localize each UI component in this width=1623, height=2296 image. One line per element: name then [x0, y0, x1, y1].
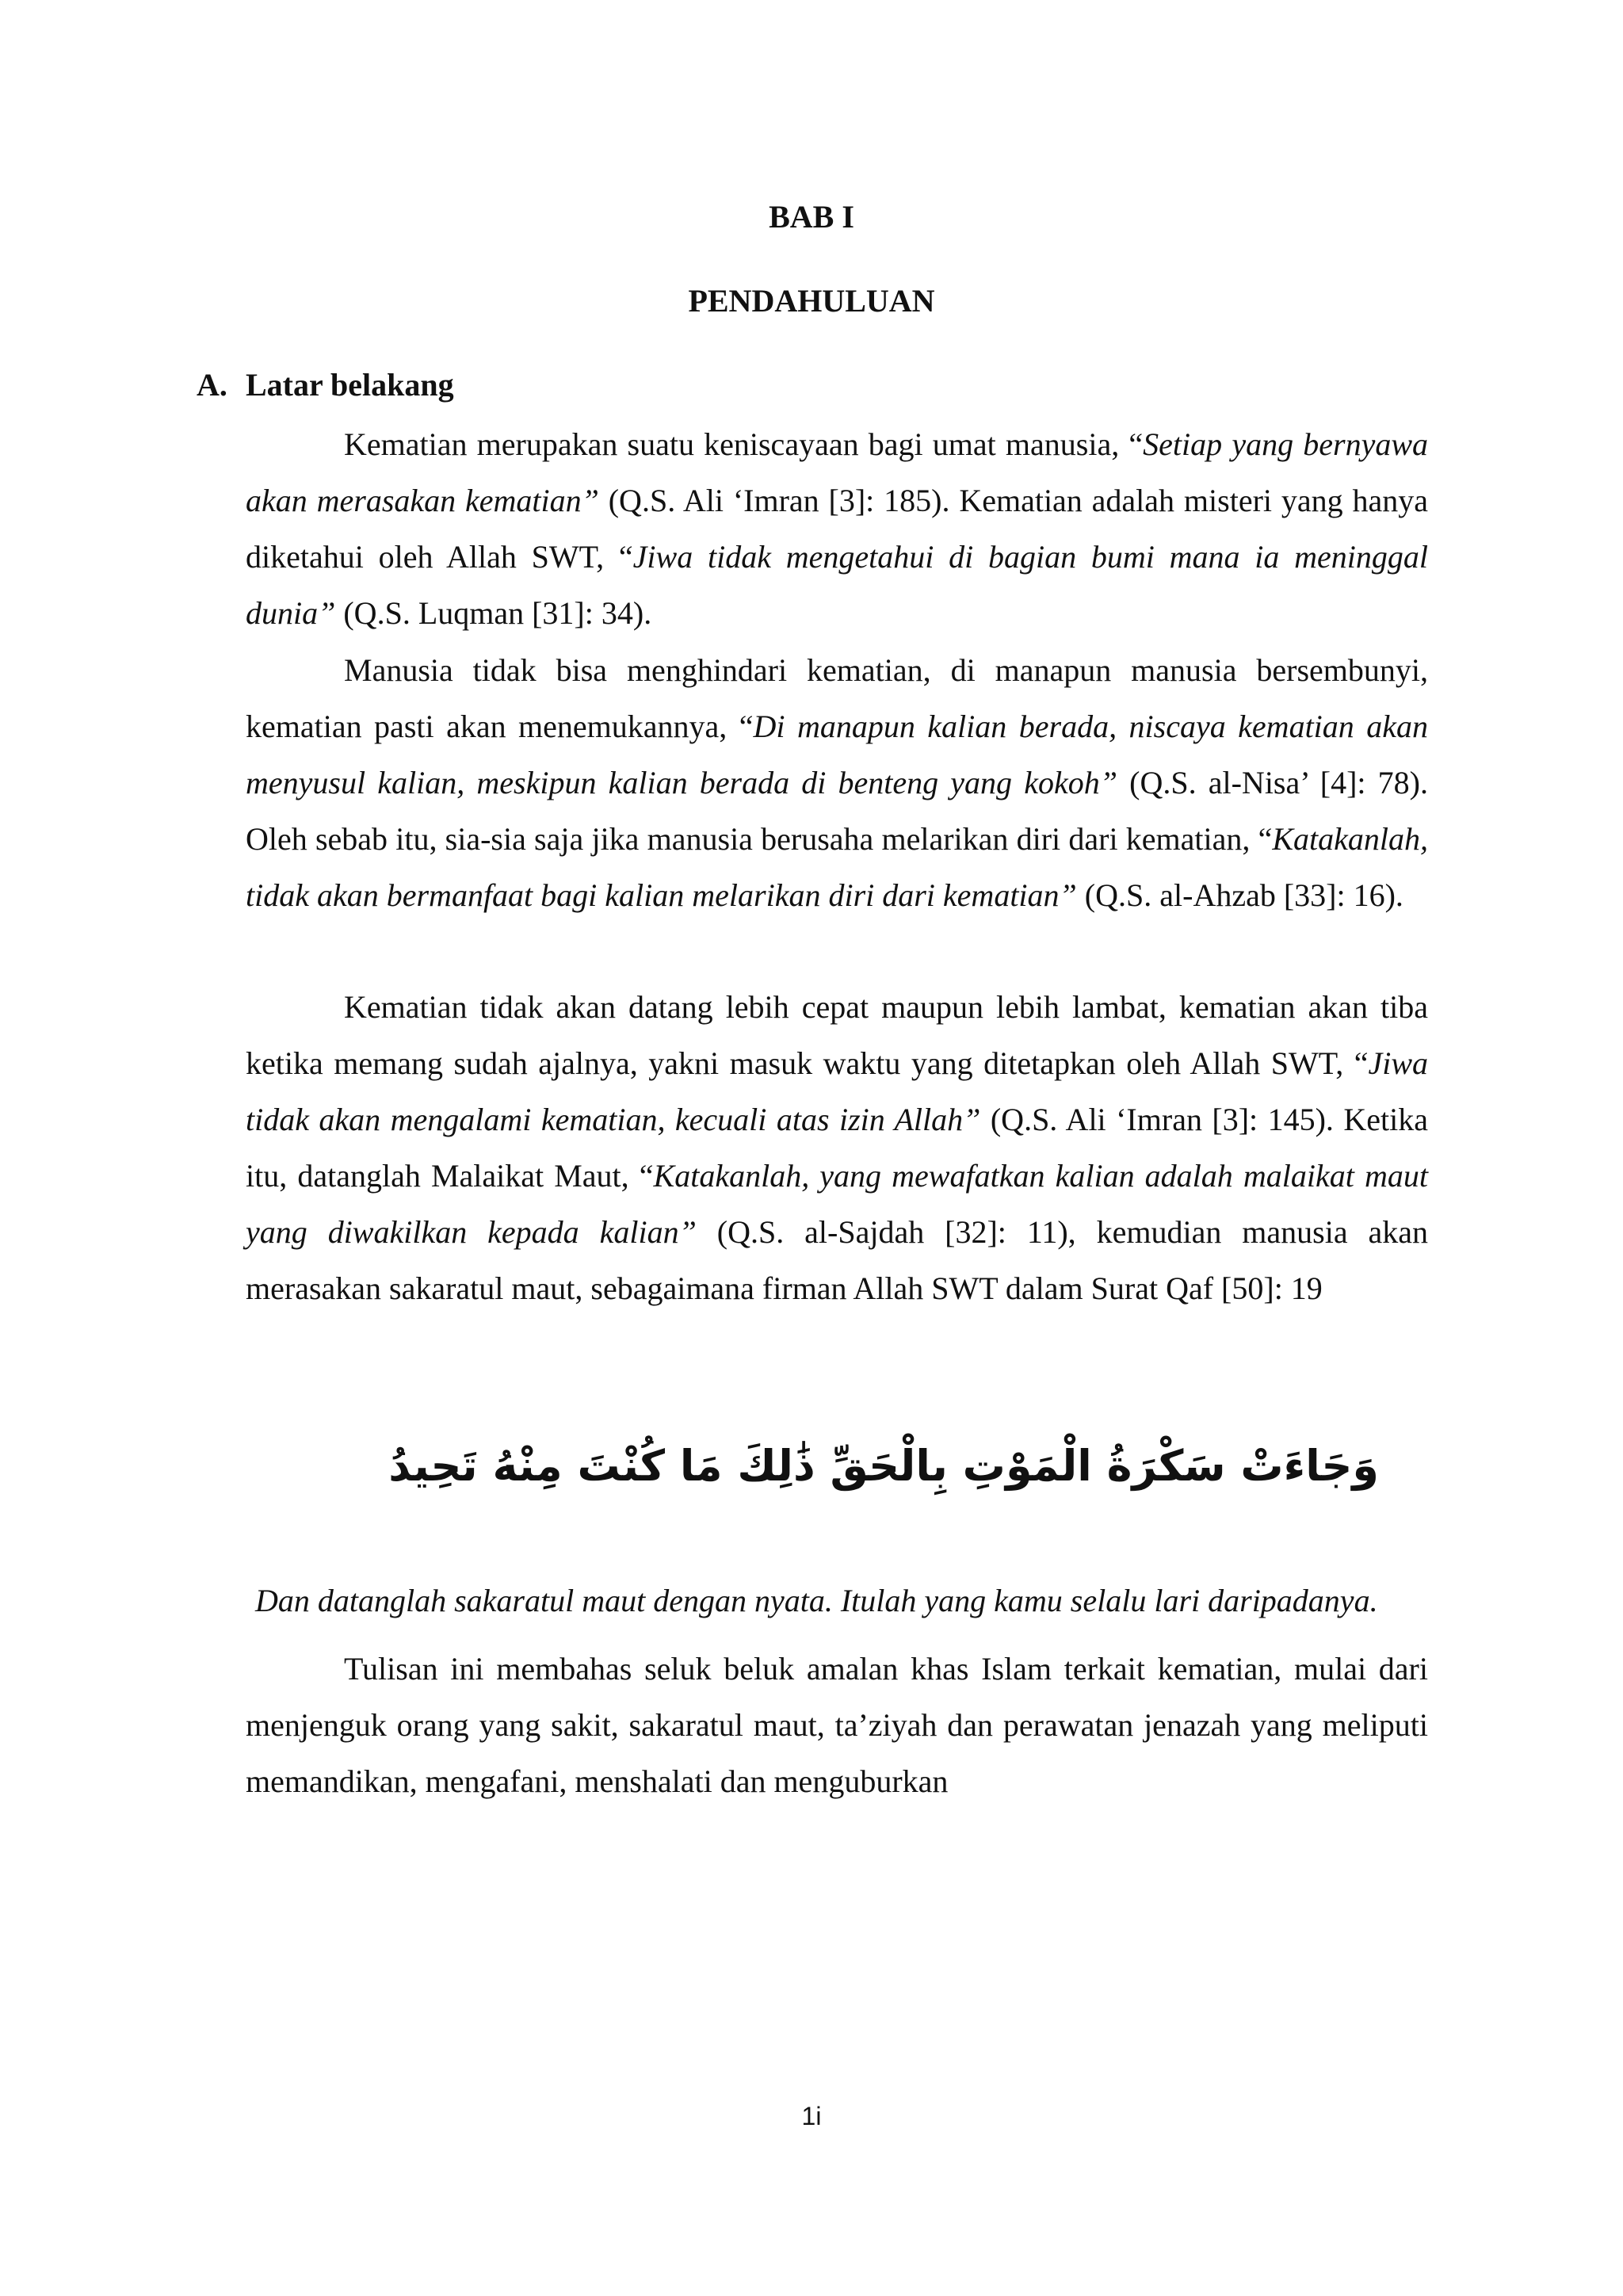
quran-quote: Jiwa tidak mengetahui di bagian bumi mana ia meninggal dunia” [246, 539, 1429, 631]
text-run: Tulisan ini membahas seluk beluk amalan khas Islam terkait kematian, mulai dari menjenguk orang yang sakit, sakaratul maut, ta’ziyah dan perawatan jenazah yang meliputi memandikan, mengafani, menshalati dan menguburkan [246, 1651, 1428, 1799]
section-heading [197, 366, 454, 404]
text-run: (Q.S. Ali ‘Imran [3]: 185). Kematian adalah misteri yang hanya diketahui oleh Allah SWT, “ [246, 483, 1428, 575]
paragraph-3 [246, 979, 1428, 1316]
page-number: 1i [801, 2102, 822, 2130]
text-run: (Q.S. Ali ‘Imran [3]: 145). Ketika itu, datanglah Malaikat Maut, “ [246, 1102, 1428, 1194]
quran-quote: Jiwa tidak akan mengalami kematian, kecuali atas izin Allah” [246, 1045, 1428, 1137]
text-run: Manusia tidak bisa menghindari kematian, di manapun manusia bersembunyi, kematian pasti akan menemukannya, “ [246, 652, 1428, 744]
text-run: (Q.S. al-Ahzab [33]: 16). [1076, 877, 1403, 913]
text-run: Kematian tidak akan datang lebih cepat maupun lebih lambat, kematian akan tiba ketika memang sudah ajalnya, yakni masuk waktu yang ditetapkan oleh Allah SWT, “ [246, 989, 1428, 1081]
text-run: (Q.S. al-Sajdah [32]: 11), kemudian manusia akan merasakan sakaratul maut, sebagaimana firman Allah SWT dalam Surat Qaf [50]: 19 [246, 1214, 1429, 1306]
paragraph-4 [246, 1641, 1428, 1809]
verse-translation: Dan datanglah sakaratul maut dengan nyata. Itulah yang kamu selalu lari daripadanya. [255, 1583, 1378, 1618]
paragraph-2 [246, 642, 1428, 923]
text-run: (Q.S. al-Nisa’ [4]: 78). Oleh sebab itu, sia-sia saja jika manusia berusaha melarikan diri dari kematian, “ [246, 765, 1429, 857]
section-title: Latar belakang [246, 367, 454, 403]
quran-quote: Katakanlah, yang mewafatkan kalian adalah malaikat maut yang diwakilkan kepada kalian” [246, 1158, 1428, 1250]
arabic-verse: وَجَاءَتْ سَكْرَةُ الْمَوْتِ بِالْحَقِّ ذَٰلِكَ مَا كُنْتَ مِنْهُ تَحِيدُ [388, 1441, 1379, 1491]
section-number: A. [197, 367, 227, 403]
text-run: Kematian merupakan suatu keniscayaan bagi umat manusia, “ [344, 426, 1144, 462]
chapter-label: BAB I [769, 199, 854, 235]
text-run: (Q.S. Luqman [31]: 34). [335, 595, 652, 631]
quran-quote: Katakanlah, tidak akan bermanfaat bagi kalian melarikan diri dari kematian” [246, 821, 1428, 913]
quran-quote: Setiap yang bernyawa akan merasakan kematian” [246, 426, 1429, 518]
paragraph-1 [246, 416, 1428, 641]
quran-quote: Di manapun kalian berada, niscaya kematian akan menyusul kalian, meskipun kalian berada di benteng yang kokoh” [246, 709, 1429, 800]
chapter-title: PENDAHULUAN [688, 283, 935, 319]
